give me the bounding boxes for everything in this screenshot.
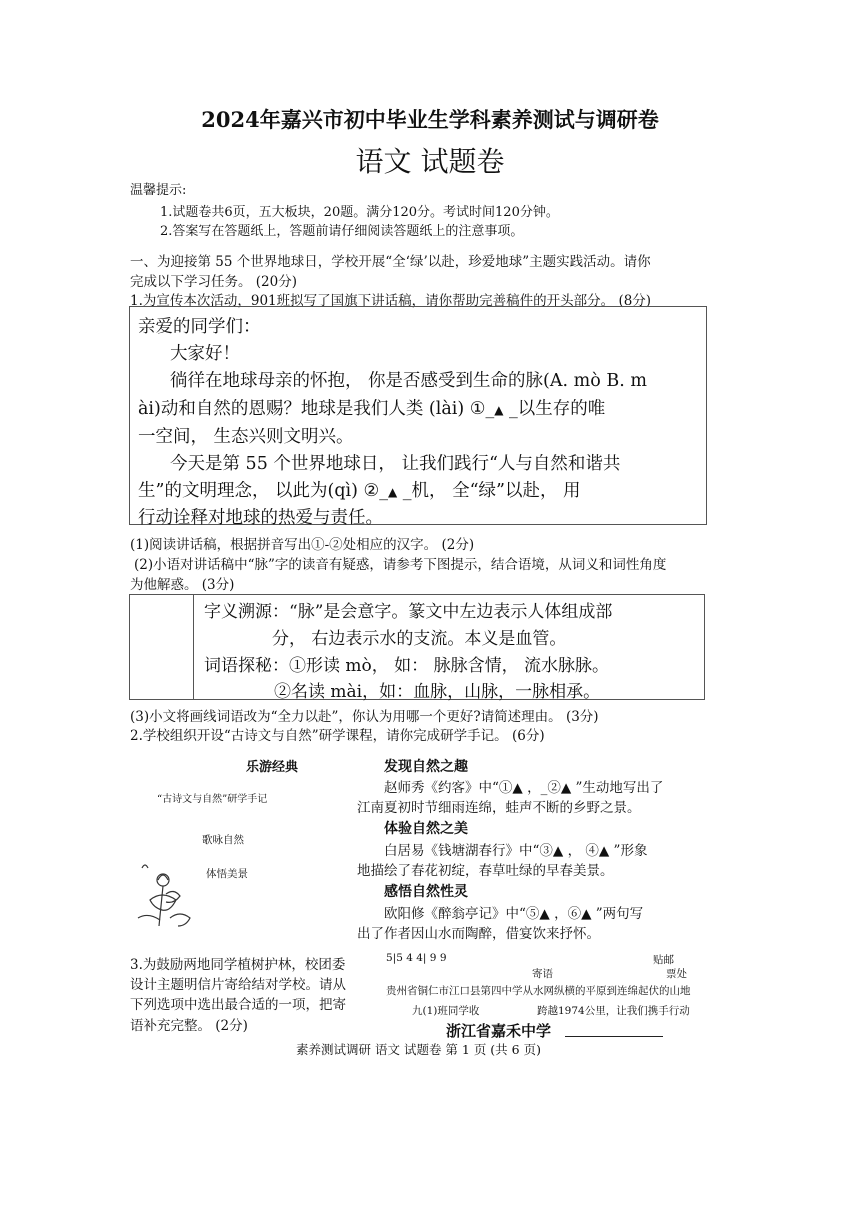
reference-line-2: 分， 右边表示水的支流。本义是血管。 [272,629,567,649]
question-3-line4: 语补充完整。 (2分) [130,1018,248,1034]
blank-2-marker: ▲ [387,485,398,499]
speech-line-4: ài)动和自然的恩赐？地球是我们人类 (lài) ①_▲ _以生存的唯 [138,399,606,419]
question-3-line1: 3.为鼓励两地同学植树护林，校团委 [130,957,346,973]
speech-line-6: 今天是第 55 个世界地球日， 让我们践行“人与自然和谐共 [170,454,621,474]
postcard-stamp-label: 贴邮 [653,954,674,966]
section-discover-title: 发现自然之趣 [384,759,468,775]
speech-box [129,306,707,528]
section1-intro-line2: 完成以下学习任务。 (20分) [130,274,298,290]
postcard-stamp-label-2: 票处 [666,968,687,980]
card-label-notes: “古诗文与自然”研学手记 [157,794,268,805]
postcard-signature-line [565,1036,663,1037]
postcard-recipient: 九(1)班同学收 [412,1005,480,1017]
postcard-zip: 5|5 4 4| 9 9 [386,952,447,964]
section-discover-line1: 赵师秀《约客》中“①▲ ，_②▲ ”生动地写出了 [384,780,664,796]
card-label-classic: 乐游经典 [246,760,299,775]
speech-greeting: 亲爱的同学们： [138,317,261,337]
section-experience-title: 体验自然之美 [384,821,468,837]
question-1-3: (3)小文将画线词语改为“全力以赴”，你认为用哪一个更好?请简述理由。 (3分) [130,709,599,725]
section-experience-line1: 白居易《钱塘湖春行》中“③▲ ， ④▲ ”形象 [384,843,648,859]
exam-subtitle: 语文 试题卷 [355,145,505,178]
section-experience-line2: 地描绘了春花初绽，春草吐绿的早春美景。 [357,863,614,879]
section-perceive-line1: 欧阳修《醉翁亭记》中“⑤▲ ，⑥▲ ”两句写 [384,906,644,922]
tip-item-2: 2.答案写在答题纸上，答题前请仔细阅读答题纸上的注意事项。 [160,224,524,239]
section-perceive-title: 感悟自然性灵 [384,884,468,900]
question-1-2-line1: (2)小语对讲话稿中“脉”字的读音有疑惑，请参考下图提示，结合语境，从词义和词性角度 [134,557,667,573]
reference-line-4: ②名读 mài，如：血脉，山脉，一脉相承。 [274,682,601,702]
question-2: 2.学校组织开设“古诗文与自然”研学课程，请你完成研学手记。 (6分) [130,728,545,744]
section1-intro-line1: 一、为迎接第 55 个世界地球日，学校开展“全‘绿’以赴，珍爱地球”主题实践活动。请你 [130,254,651,270]
question-3-line2: 设计主题明信片寄给结对学校。请从 [130,977,346,993]
question-1-1: (1)阅读讲话稿，根据拼音写出①-②处相应的汉字。 (2分) [130,537,475,553]
postcard-address: 贵州省铜仁市江口县第四中学从水网纵横的平原到连绵起伏的山地 [386,985,691,997]
postcard-sender: 浙江省嘉禾中学 [446,1022,552,1040]
exam-title: 2024年嘉兴市初中毕业生学科素养测试与调研卷 [201,107,659,132]
section-discover-line2: 江南夏初时节细雨连绵，蛙声不断的乡野之景。 [357,800,641,816]
page-footer: 素养测试调研 语文 试题卷 第 1 页 (共 6 页) [296,1042,541,1057]
question-3-line3: 下列选项中选出最合适的一项，把寄 [130,997,346,1013]
speech-line-5: 一空间， 生态兴则文明兴。 [138,427,354,447]
speech-line-3: 徜徉在地球母亲的怀抱， 你是否感受到生命的脉(A. mò B. m [170,371,647,391]
question-1: 1.为宣传本次活动，901班拟写了国旗下讲话稿，请你帮助完善稿件的开头部分。 (8分) [130,293,652,309]
section-perceive-line2: 出了作者因山水而陶醉，借宴饮来抒怀。 [357,926,600,942]
blank-1-marker: ▲ [494,403,504,417]
question-1-2-line2: 为他解惑。 (3分) [130,577,235,593]
postcard-message-label: 寄语 [532,968,553,980]
card-label-scenery: 体悟美景 [206,868,248,880]
tips-heading: 温馨提示: [130,183,187,198]
speech-line-8: 行动诠释对地球的热爱与责任。 [138,508,383,528]
speech-hello: 大家好！ [170,344,240,364]
reference-divider [193,595,194,699]
reference-line-3: 词语探秘：①形读 mò， 如： 脉脉含情， 流水脉脉。 [204,656,609,676]
card-label-nature: 歌咏自然 [202,834,244,846]
postcard-message: 跨越1974公里，让我们携手行动 [537,1005,690,1017]
reference-line-1: 字义溯源：“脉”是会意字。篆文中左边表示人体组成部 [204,602,613,622]
speech-line-7: 生”的文明理念， 以此为(qì) ②_▲ _机， 全“绿”以赴， 用 [138,481,581,501]
reference-box [129,594,705,700]
tip-item-1: 1.试题卷共6页，五大板块，20题。满分120分。考试时间120分钟。 [160,205,559,220]
lotus-illustration-icon [130,860,210,932]
